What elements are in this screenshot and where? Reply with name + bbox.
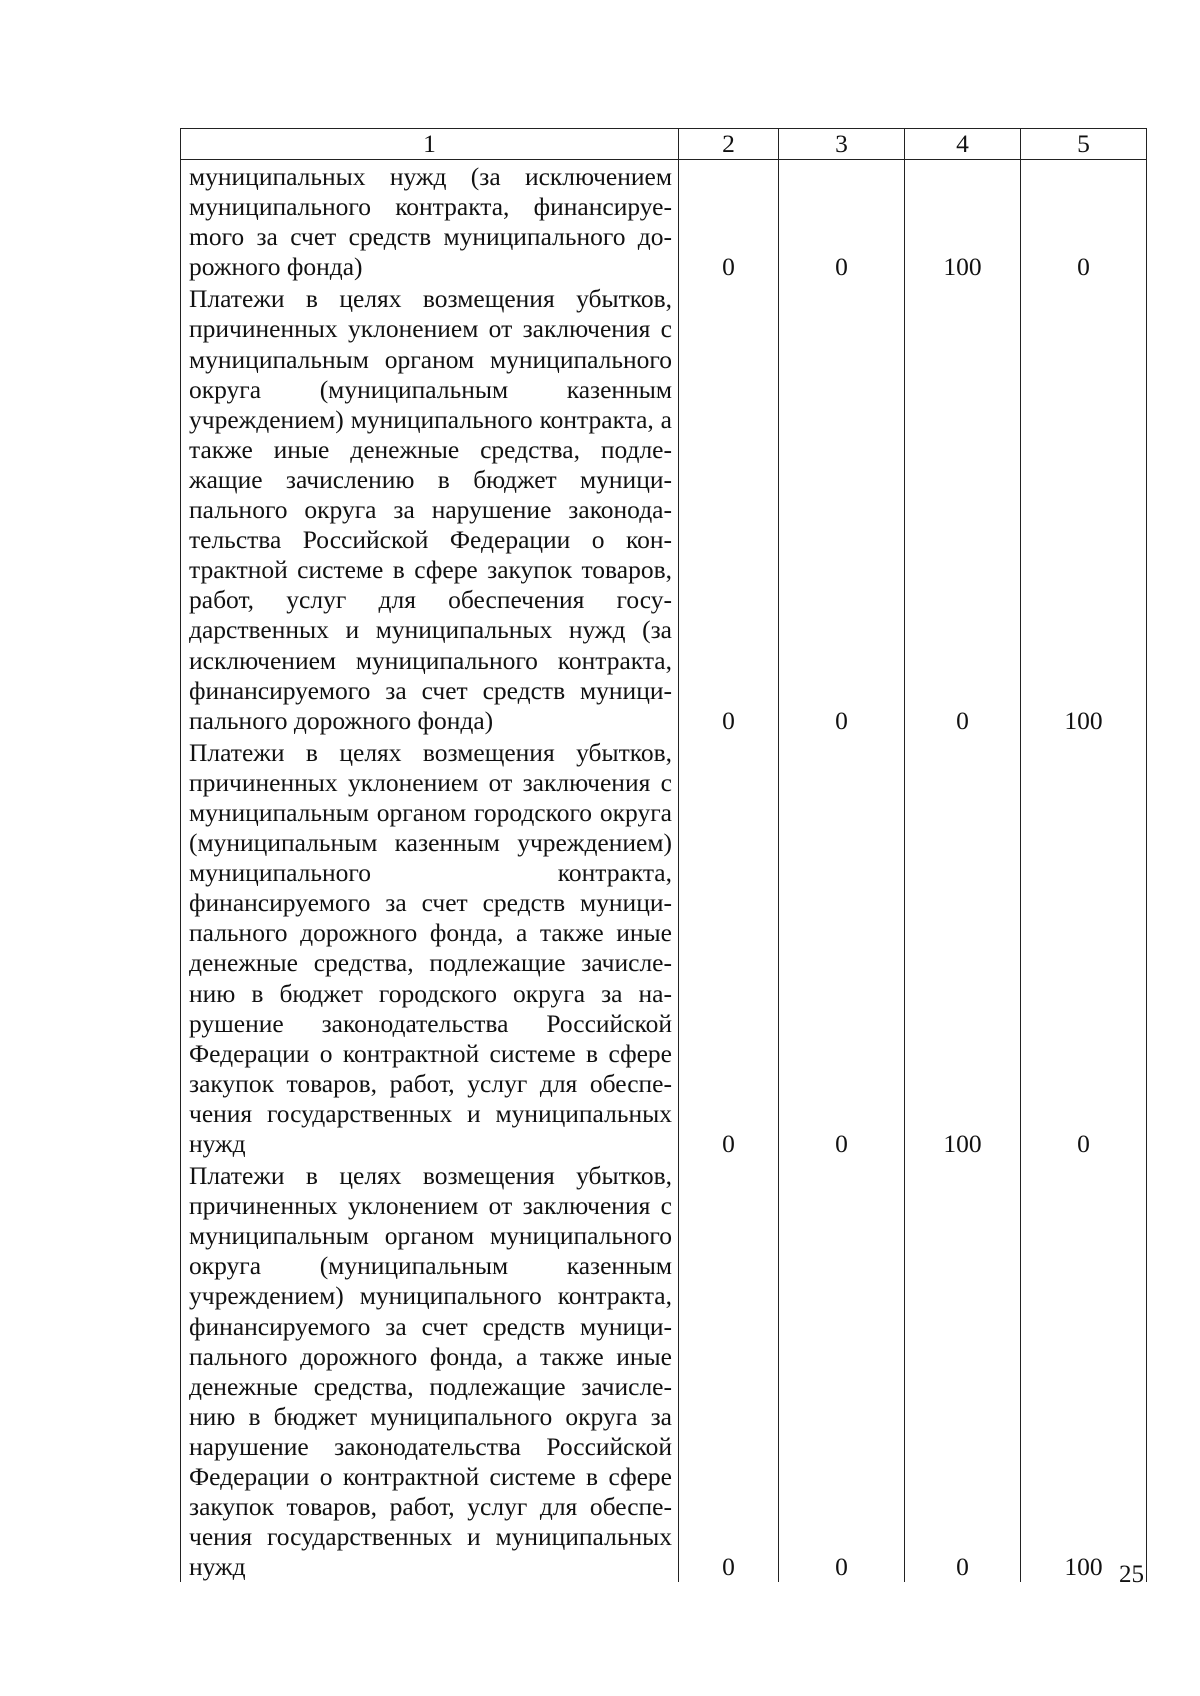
row-description: муниципальных нужд (за исключением муниципального контракта, финансируеmого за счет средств муниципального дорожного фонда) (181, 160, 679, 283)
table-header-row (181, 129, 1147, 160)
row-value-col3: 0 (779, 736, 905, 1159)
row-description: Платежи в целях возмещения убытков, причиненных уклонением от заключения с муниципальным органом городского округа (муниципальным казенным учреждением) муниципального контракта, финансируемого за счет средств муниципального дорожного фонда, а также иные денежные средства, подлежащие зачислению в бюджет городского округа за нарушение законодательства Российской Федерации о контрактной системе в сфере закупок товаров, работ, услуг для обеспечения государственных и муниципальных нужд (181, 736, 679, 1159)
page-number: 25 (1119, 1561, 1144, 1588)
row-value-col2: 0 (679, 160, 779, 283)
row-value-col3: 0 (779, 160, 905, 283)
column-header-4: 4 (905, 129, 1021, 160)
table-row (181, 160, 1147, 283)
row-value-col3: 0 (779, 1159, 905, 1582)
row-value-col4: 0 (905, 1159, 1021, 1582)
table-row (181, 282, 1147, 735)
row-value-col4: 0 (905, 282, 1021, 735)
row-description: Платежи в целях возмещения убытков, причиненных уклонением от заключения с муниципальным органом муниципального округа (муниципальным казенным учреждением) муниципального контракта, финансируемого за счет средств муниципального дорожного фонда, а также иные денежные средства, подлежащие зачислению в бюджет муниципального округа за нарушение законодательства Российской Федерации о контрактной системе в сфере закупок товаров, работ, услуг для обеспечения государственных и муниципальных нужд (181, 1159, 679, 1582)
table-row (181, 1159, 1147, 1582)
column-header-1: 1 (181, 129, 679, 160)
row-description: Платежи в целях возмещения убытков, причиненных уклонением от заключения с муниципальным органом муниципального округа (муниципальным казенным учреждением) муниципального контракта, а также иные денежные средства, подлежащие зачислению в бюджет муниципального округа за нарушение законодательства Российской Федерации о контрактной системе в сфере закупок товаров, работ, услуг для обеспечения государственных и муниципальных нужд (за исключением муниципального контракта, финансируемого за счет средств муниципального дорожного фонда) (181, 282, 679, 735)
column-header-3: 3 (779, 129, 905, 160)
row-value-col3: 0 (779, 282, 905, 735)
row-value-col5: 100 (1021, 282, 1147, 735)
row-value-col5: 0 (1021, 736, 1147, 1159)
row-value-col2: 0 (679, 282, 779, 735)
row-value-col2: 0 (679, 736, 779, 1159)
revenue-distribution-table (180, 128, 1147, 1582)
column-header-2: 2 (679, 129, 779, 160)
row-value-col5: 100 (1021, 1159, 1147, 1582)
column-header-5: 5 (1021, 129, 1147, 160)
row-value-col5: 0 (1021, 160, 1147, 283)
table-row (181, 736, 1147, 1159)
row-value-col2: 0 (679, 1159, 779, 1582)
row-value-col4: 100 (905, 160, 1021, 283)
row-value-col4: 100 (905, 736, 1021, 1159)
